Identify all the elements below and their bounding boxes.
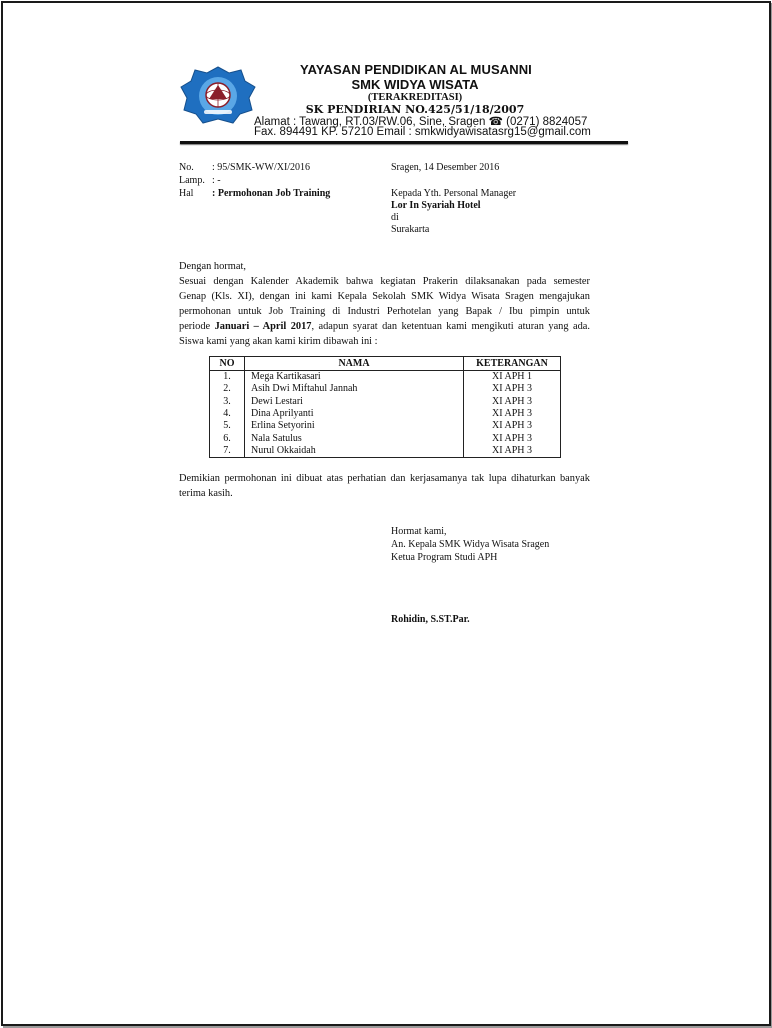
student-name: Asih Dwi Miftahul Jannah — [245, 383, 464, 395]
accreditation-status: (TERAKREDITASI) — [367, 92, 463, 103]
table-row — [210, 432, 561, 444]
student-name: Nurul Okkaidah — [245, 445, 464, 458]
student-class: XI APH 3 — [464, 396, 561, 408]
period-suffix: , adapun syarat dan ketentuan kami mengikuti aturan yang ada. — [311, 321, 590, 332]
document-page — [1, 1, 771, 1026]
address-line-2: Fax. 894491 KP. 57210 Email : smkwidyawisatasrg15@gmail.com — [254, 126, 591, 138]
student-name: Mega Kartikasari — [245, 371, 464, 384]
period-dates: Januari – April 2017 — [214, 321, 312, 332]
paragraph-line: Demikian permohonan ini dibuat atas perhatian dan kerjasamanya tak lupa dihaturkan banyak — [179, 473, 590, 484]
table-row — [210, 396, 561, 408]
student-class: XI APH 3 — [464, 383, 561, 395]
row-number: 3. — [210, 396, 245, 408]
lamp-value: : - — [212, 175, 221, 186]
column-header-no: NO — [210, 357, 245, 371]
row-number: 6. — [210, 432, 245, 444]
address-text: Alamat : Tawang, RT.03/RW.06, Sine, Sragen — [254, 116, 486, 128]
body-paragraph — [179, 274, 590, 349]
paragraph-line: Siswa kami yang akan kami kirim dibawah ini : — [179, 336, 378, 347]
table-row — [210, 420, 561, 432]
table-row — [210, 408, 561, 420]
paragraph-line: Genap (Kls. XI), dengan ini kami Kepala Sekolah SMK Widya Wisata Sragen mengajukan — [179, 291, 590, 302]
table-row — [210, 383, 561, 395]
student-class: XI APH 3 — [464, 445, 561, 458]
table-row — [210, 445, 561, 458]
signature-position: Ketua Program Studi APH — [391, 552, 498, 563]
row-number: 5. — [210, 420, 245, 432]
table-header-row — [210, 357, 561, 371]
recipient-company: Lor In Syariah Hotel — [391, 200, 481, 211]
no-value: : 95/SMK-WW/XI/2016 — [212, 162, 311, 173]
student-class: XI APH 3 — [464, 432, 561, 444]
student-name: Nala Satulus — [245, 432, 464, 444]
school-name: SMK WIDYA WISATA — [351, 77, 479, 92]
paragraph-line: terima kasih. — [179, 488, 233, 499]
table-row — [210, 371, 561, 384]
closing-paragraph — [179, 471, 590, 501]
foundation-name: YAYASAN PENDIDIKAN AL MUSANNI — [300, 62, 532, 77]
student-name: Dewi Lestari — [245, 396, 464, 408]
student-table — [209, 356, 561, 458]
recipient-title: Kepada Yth. Personal Manager — [391, 188, 517, 199]
row-number: 7. — [210, 445, 245, 458]
row-number: 4. — [210, 408, 245, 420]
greeting: Dengan hormat, — [179, 261, 246, 272]
paragraph-line — [179, 319, 590, 334]
row-number: 2. — [210, 383, 245, 395]
no-label: No. — [179, 162, 194, 173]
paragraph-line: Sesuai dengan Kalender Akademik bahwa kegiatan Prakerin dilaksanakan pada semester — [179, 276, 590, 287]
letterhead-divider — [180, 141, 628, 144]
period-prefix: periode — [179, 321, 215, 332]
recipient-city: Surakarta — [391, 224, 430, 235]
row-number: 1. — [210, 371, 245, 384]
telephone-icon: ☎ — [488, 116, 503, 128]
paragraph-line: permohonan untuk Job Training di Industri Perhotelan yang Bapak / Ibu pimpin untuk — [179, 306, 590, 317]
student-class: XI APH 3 — [464, 408, 561, 420]
signature-greeting: Hormat kami, — [391, 526, 447, 537]
lamp-label: Lamp. — [179, 175, 205, 186]
school-logo-icon — [179, 65, 257, 125]
hal-value: : Permohonan Job Training — [212, 188, 331, 199]
signatory-name: Rohidin, S.ST.Par. — [391, 614, 470, 625]
hal-label: Hal — [179, 188, 194, 199]
phone-number: (0271) 8824057 — [506, 116, 588, 128]
student-name: Dina Aprilyanti — [245, 408, 464, 420]
recipient-di: di — [391, 212, 399, 223]
student-name: Erlina Setyorini — [245, 420, 464, 432]
place-date: Sragen, 14 Desember 2016 — [391, 162, 500, 173]
column-header-keterangan: KETERANGAN — [464, 357, 561, 371]
student-class: XI APH 1 — [464, 371, 561, 384]
student-class: XI APH 3 — [464, 420, 561, 432]
decree-number: SK PENDIRIAN NO.425/51/18/2007 — [305, 103, 525, 116]
column-header-nama: NAMA — [245, 357, 464, 371]
signature-on-behalf: An. Kepala SMK Widya Wisata Sragen — [391, 539, 550, 550]
